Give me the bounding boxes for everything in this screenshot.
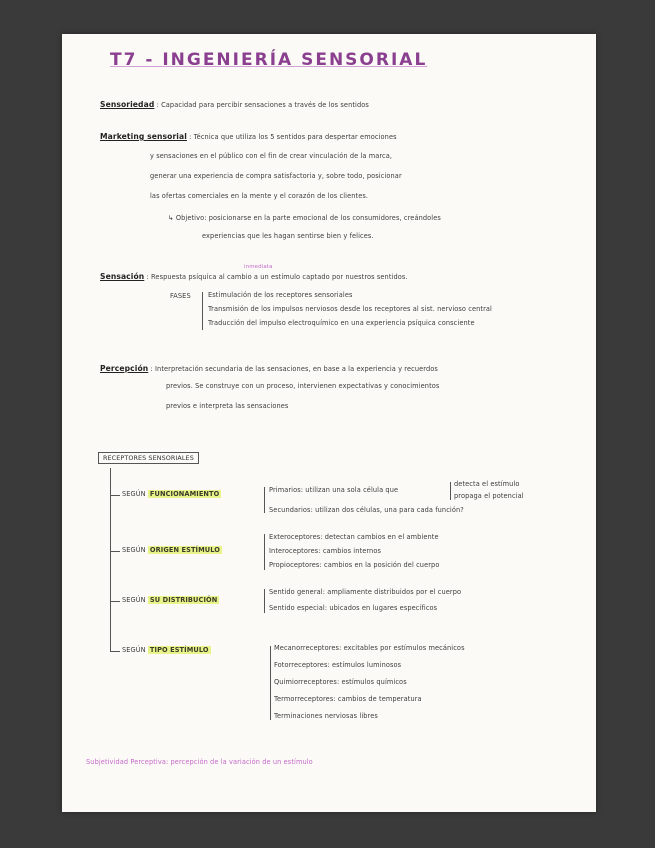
g2-bracket — [264, 534, 265, 570]
g3-bracket — [264, 589, 265, 613]
g4-label-prefix: SEGÚN — [122, 646, 148, 654]
marketing-text-4: las ofertas comerciales en la mente y el corazón de los clientes. — [150, 192, 369, 200]
marketing-objetivo-1: ↳ Objetivo: posicionarse en la parte emocional de los consumidores, creándoles — [168, 214, 441, 222]
fases-label: FASES — [170, 292, 191, 300]
g1-sub-bracket — [450, 482, 451, 500]
g3-item-1: Sentido general: ampliamente distribuidos por el cuerpo — [269, 588, 462, 596]
g1-label-prefix: SEGÚN — [122, 490, 148, 498]
g4-item-4: Termorreceptores: cambios de temperatura — [274, 695, 422, 703]
receptores-box: RECEPTORES SENSORIALES — [98, 452, 199, 464]
sensacion-def: : Respuesta psíquica al cambio a un estímulo captado por nuestros sentidos. — [146, 273, 408, 281]
marketing-text-1: : Técnica que utiliza los 5 sentidos para despertar emociones — [189, 133, 397, 141]
marketing-objetivo-2: experiencias que les hagan sentirse bien y felices. — [202, 232, 374, 240]
percepcion-text-3: previos e interpreta las sensaciones — [166, 402, 289, 410]
sensacion-term: Sensación — [100, 272, 145, 281]
g4-item-5: Terminaciones nerviosas libres — [274, 712, 378, 720]
g3-label-prefix: SEGÚN — [122, 596, 148, 604]
percepcion-line-1 — [100, 364, 438, 373]
g1-item-1a: detecta el estímulo — [454, 480, 520, 488]
g2-highlight: ORIGEN ESTÍMULO — [149, 546, 220, 554]
percepcion-text-2: previos. Se construye con un proceso, intervienen expectativas y conocimientos — [166, 382, 440, 390]
marketing-text-2: y sensaciones en el público con el fin de crear vinculación de la marca, — [150, 152, 393, 160]
g2-label-prefix: SEGÚN — [122, 546, 148, 554]
marketing-text-3: generar una experiencia de compra satisfactoria y, sobre todo, posicionar — [150, 172, 402, 180]
marketing-line-1 — [100, 132, 397, 141]
g3-branch — [110, 601, 120, 602]
g2-item-2: Interoceptores: cambios internos — [269, 547, 381, 555]
g4-label — [122, 646, 211, 654]
g2-item-3: Propioceptores: cambios en la posición del cuerpo — [269, 561, 440, 569]
g4-bracket — [270, 646, 271, 720]
sensoriedad-line — [100, 100, 369, 109]
g1-highlight: FUNCIONAMIENTO — [149, 490, 220, 498]
g4-branch — [110, 651, 120, 652]
g2-branch — [110, 551, 120, 552]
fase-3: Traducción del impulso electroquímico en una experiencia psíquica consciente — [208, 319, 475, 327]
fase-1: Estimulación de los receptores sensoriales — [208, 291, 353, 299]
g1-item-1: Primarios: utilizan una sola célula que — [269, 486, 399, 494]
percepcion-text-1: : Interpretación secundaria de las sensaciones, en base a la experiencia y recuerdos — [150, 365, 438, 373]
notebook-page — [62, 34, 596, 812]
sensacion-note: inmediata — [244, 264, 273, 270]
sensacion-line — [100, 272, 408, 281]
page-title: T7 - INGENIERÍA SENSORIAL — [110, 50, 428, 70]
g4-highlight: TIPO ESTÍMULO — [149, 646, 209, 654]
g1-bracket — [264, 487, 265, 513]
fases-bracket — [202, 292, 203, 330]
g1-label — [122, 490, 221, 498]
g3-item-2: Sentido especial: ubicados en lugares específicos — [269, 604, 438, 612]
g1-branch — [110, 495, 120, 496]
g4-item-1: Mecanorreceptores: excitables por estímulos mecánicos — [274, 644, 465, 652]
sensoriedad-term: Sensoriedad — [100, 100, 155, 109]
g3-label — [122, 596, 219, 604]
g4-item-2: Fotorreceptores: estímulos luminosos — [274, 661, 402, 669]
percepcion-term: Percepción — [100, 364, 149, 373]
g2-item-1: Exteroceptores: detectan cambios en el ambiente — [269, 533, 439, 541]
g3-highlight: SU DISTRIBUCIÓN — [149, 596, 218, 604]
g2-label — [122, 546, 222, 554]
g1-item-2: Secundarios: utilizan dos células, una para cada función? — [269, 506, 464, 514]
sensoriedad-def: : Capacidad para percibir sensaciones a través de los sentidos — [156, 101, 369, 109]
fase-2: Transmisión de los impulsos nerviosos desde los receptores al sist. nervioso central — [208, 305, 492, 313]
g1-item-1b: propaga el potencial — [454, 492, 524, 500]
g4-item-3: Quimiorreceptores: estímulos químicos — [274, 678, 407, 686]
marketing-term: Marketing sensorial — [100, 132, 187, 141]
subjetividad-note: Subjetividad Perceptiva: percepción de la variación de un estímulo — [86, 758, 313, 766]
